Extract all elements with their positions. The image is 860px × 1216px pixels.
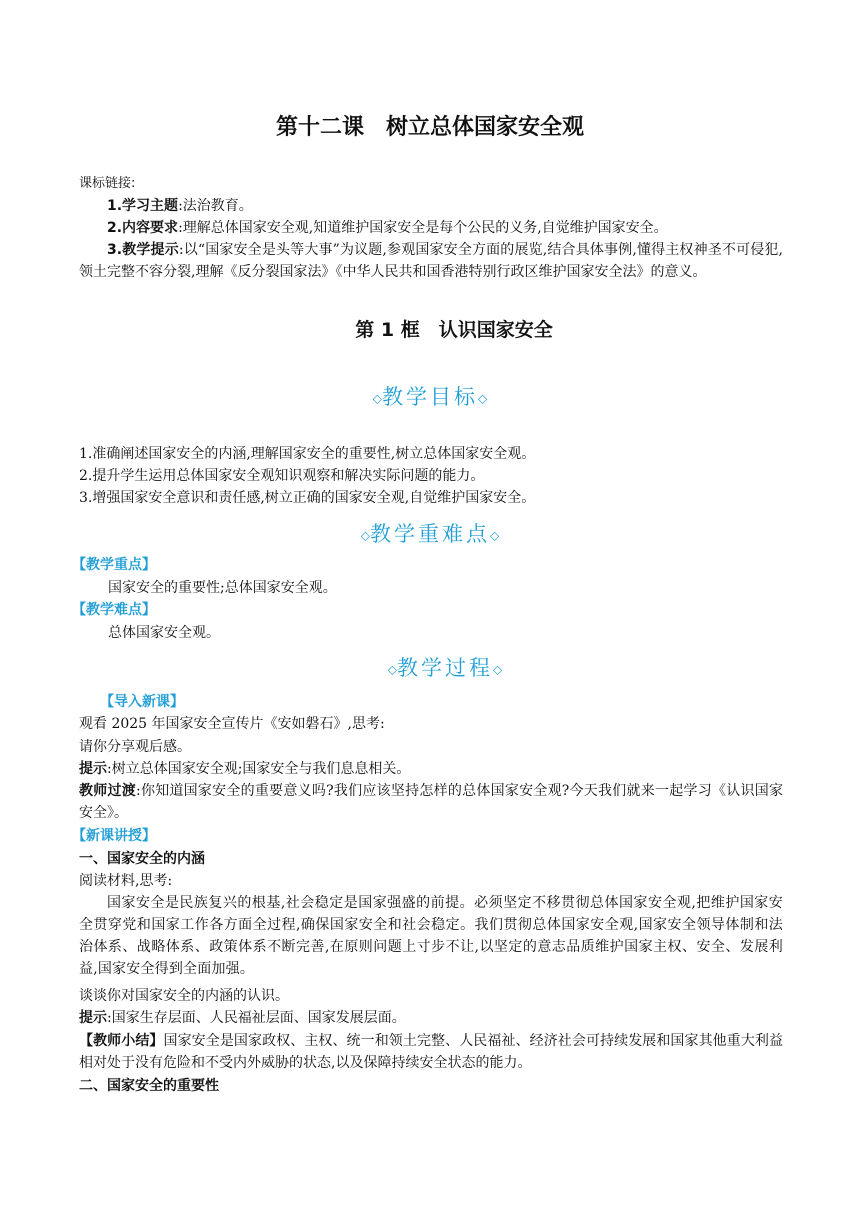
diamond-icon: ◇ bbox=[478, 391, 488, 406]
lesson-title: 第十二课 树立总体国家安全观 bbox=[275, 115, 584, 140]
section-2-heading: 二、国家安全的重要性 bbox=[79, 1078, 219, 1094]
tag-intro: 【导入新课】 bbox=[100, 694, 184, 710]
reading-prompt: 阅读材料,思考: bbox=[79, 873, 173, 889]
hint-2-label: 提示 bbox=[79, 1010, 107, 1026]
curriculum-item-2 bbox=[79, 217, 783, 239]
intro-line-1: 观看 2025 年国家安全宣传片《安如磐石》,思考: bbox=[79, 716, 385, 732]
section-heading-goals-text: 教学目标 bbox=[382, 385, 478, 409]
intro-line-2: 请你分享观后感。 bbox=[79, 739, 191, 755]
diamond-icon: ◇ bbox=[490, 528, 500, 543]
curriculum-item-2-label: 2.内容要求 bbox=[107, 220, 179, 236]
section-heading-goals bbox=[0, 382, 860, 414]
curriculum-item-1 bbox=[79, 195, 783, 217]
curriculum-item-3-text: :以“国家安全是头等大事”为议题,参观国家安全方面的展览,结合具体事例,懂得主权神圣不可侵犯,领土完整不容分裂,理解《反分裂国家法》《中华人民共和国香港特别行政区维护国家安全法》的意义。 bbox=[79, 242, 783, 280]
focus-text: 国家安全的重要性;总体国家安全观。 bbox=[108, 580, 337, 596]
hint-2-text: :国家生存层面、人民福祉层面、国家发展层面。 bbox=[107, 1010, 406, 1026]
section-heading-key-points bbox=[0, 519, 860, 551]
section-heading-key-points-text: 教学重难点 bbox=[370, 522, 490, 546]
curriculum-item-3 bbox=[79, 239, 783, 283]
tag-difficulty: 【教学难点】 bbox=[72, 602, 156, 618]
difficulty-text: 总体国家安全观。 bbox=[108, 625, 220, 641]
section-1-heading: 一、国家安全的内涵 bbox=[79, 851, 205, 867]
hint-1-text: :树立总体国家安全观;国家安全与我们息息相关。 bbox=[107, 761, 411, 777]
reading-material: 国家安全是民族复兴的根基,社会稳定是国家强盛的前提。必须坚定不移贯彻总体国家安全观,把维护国家安全贯穿党和国家工作各方面全过程,确保国家安全和社会稳定。我们贯彻总体国家安全观,国家安全领导体制和法治体系、战略体系、政策体系不断完善,在原则问题上寸步不让,以坚定的意志品质维护国家主权、安全、发展利益,国家安全得到全面加强。 bbox=[79, 895, 783, 977]
section-heading-process-text: 教学过程 bbox=[397, 656, 493, 680]
goal-item: 3.增强国家安全意识和责任感,树立正确的国家安全观,自觉维护国家安全。 bbox=[79, 490, 536, 506]
curriculum-item-1-text: :法治教育。 bbox=[178, 198, 253, 214]
teacher-transition-text: :你知道国家安全的重要意义吗?我们应该坚持怎样的总体国家安全观?今天我们就来一起学习《认识国家安全》。 bbox=[79, 783, 783, 821]
discussion-question: 谈谈你对国家安全的内涵的认识。 bbox=[79, 988, 289, 1004]
teacher-summary bbox=[79, 1030, 783, 1074]
tag-summary: 【教师小结】 bbox=[79, 1033, 164, 1049]
curriculum-item-2-text: :理解总体国家安全观,知道维护国家安全是每个公民的义务,自觉维护国家安全。 bbox=[178, 220, 668, 236]
hint-2 bbox=[79, 1007, 406, 1029]
curriculum-item-3-label: 3.教学提示 bbox=[107, 242, 179, 258]
teacher-transition-label: 教师过渡 bbox=[79, 783, 136, 799]
teacher-summary-text: 国家安全是国家政权、主权、统一和领土完整、人民福祉、经济社会可持续发展和国家其他重大利益相对处于没有危险和不受内外威胁的状态,以及保障持续安全状态的能力。 bbox=[79, 1033, 784, 1071]
curriculum-heading: 课标链接: bbox=[79, 176, 136, 191]
hint-1-label: 提示 bbox=[79, 761, 107, 777]
diamond-icon: ◇ bbox=[360, 528, 370, 543]
goal-item: 2.提升学生运用总体国家安全观知识观察和解决实际问题的能力。 bbox=[79, 468, 485, 484]
diamond-icon: ◇ bbox=[493, 662, 503, 677]
teacher-transition bbox=[79, 780, 783, 824]
curriculum-item-1-label: 1.学习主题 bbox=[107, 198, 179, 214]
frame-title: 第 1 框 认识国家安全 bbox=[355, 319, 553, 341]
tag-new-lesson: 【新课讲授】 bbox=[72, 828, 156, 844]
goal-item: 1.准确阐述国家安全的内涵,理解国家安全的重要性,树立总体国家安全观。 bbox=[79, 446, 536, 462]
tag-focus: 【教学重点】 bbox=[72, 557, 156, 573]
hint-1 bbox=[79, 758, 410, 780]
diamond-icon: ◇ bbox=[387, 662, 397, 677]
diamond-icon: ◇ bbox=[372, 391, 382, 406]
section-heading-process bbox=[0, 653, 860, 685]
